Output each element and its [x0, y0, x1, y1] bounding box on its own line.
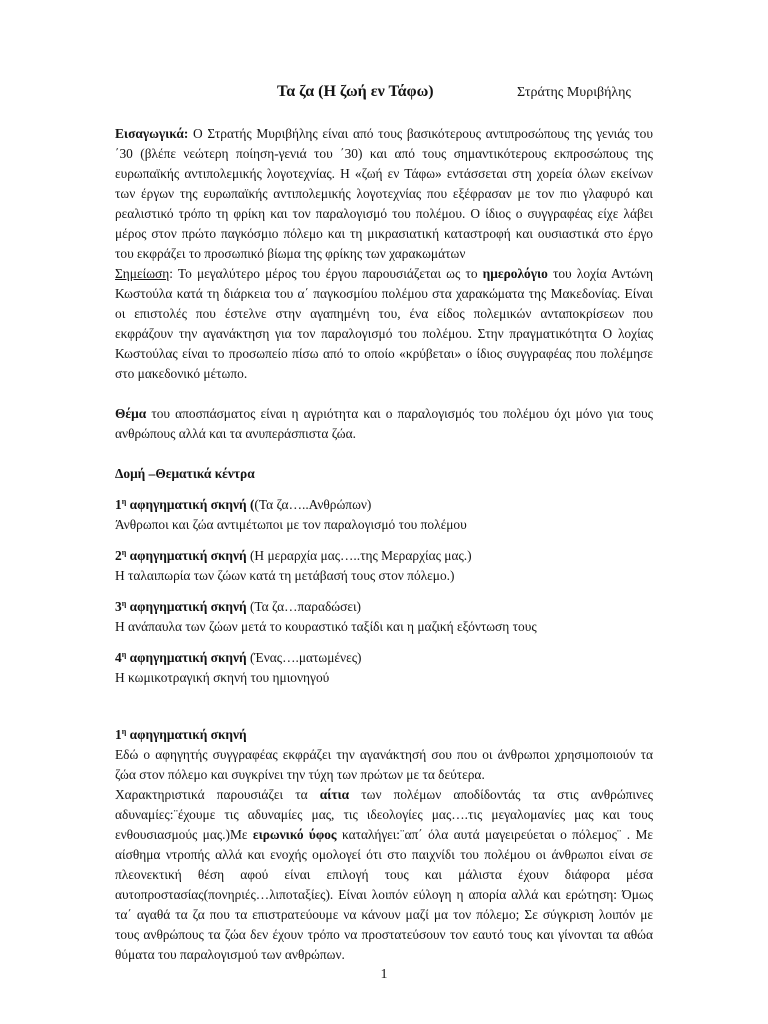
- scene-ordinal: η: [121, 599, 127, 608]
- scene-item: [115, 648, 653, 688]
- author-name: Στράτης Μυριβήλης: [517, 85, 631, 100]
- paragraph-text: καταλήγει:¨απ΄ όλα αυτά μαγειρεύεται ο πόλεμος¨ . Με αίσθημα ντροπής αλλά και ενοχής ομολογεί ότι στο παιχνίδι του πολέμου οι άνθρωποι είναι σε πλεονεκτική θέση αφού είναι επιλογή τους και μάλιστα έχουν διάφορα μέσα αυτοπροστασίας(πονηριές…λιποταξίες). Είναι λοιπόν εύλογη η απορία αλλά και ερώτηση: Όμως τα΄ αγαθά τα ζα που τα επιστρατεύουμε να κάνουν μαζί μα τον πόλεμο; Σε σύγκριση λοιπόν με τους ανθρώπους τα ζώα δεν έχουν τρόπο να προστατεύσουν τον εαυτό τους και γίνονται τα αθώα θύματα του παραλογισμού των ανθρώπων.: [115, 827, 653, 962]
- theme-paragraph: [115, 404, 653, 444]
- spacer: [115, 384, 653, 404]
- scene-label: αφηγηματική σκηνή: [129, 497, 247, 512]
- scene-range: (Η μεραρχία μας…..της Μεραρχίας μας.): [249, 548, 472, 563]
- scene-ordinal: η: [121, 650, 127, 659]
- note-paragraph: [115, 264, 653, 384]
- intro-label: Εισαγωγικά:: [115, 126, 189, 141]
- scene-description: Η ταλαιπωρία των ζώων κατά τη μετάβασή τους στον πόλεμο.): [115, 568, 455, 583]
- document-title: Τα ζα (Η ζωή εν Τάφω): [277, 83, 434, 100]
- note-text-after: του λοχία Αντώνη Κωστούλα κατά τη διάρκεια του α΄ παγκοσμίου πολέμου στα χαρακώματα της Μακεδονίας. Είναι οι επιστολές που έστελνε στην αγαπημένη του, ένα είδος πολεμικών ανταποκρίσεων που εκφράζουν την αγανάκτηση για τον παραλογισμό του πολέμου. Στην πραγματικότητα Ο λοχίας Κωστούλας είναι το προσωπείο πίσω από το οποίο «κρύβεται» ο ίδιος συγγραφέας που πολέμησε στο μακεδονικό μέτωπο.: [115, 266, 653, 381]
- section1-paragraph-2: [115, 785, 653, 965]
- scene-label: αφηγηματική σκηνή: [129, 650, 247, 665]
- title-line: [0, 82, 768, 106]
- intro-paragraph: [115, 124, 653, 264]
- spacer: [115, 444, 653, 464]
- bold-term-causes: αίτια: [319, 787, 350, 802]
- scene-number: 1: [115, 497, 122, 512]
- scene-ordinal: η: [121, 548, 127, 557]
- scene-item: [115, 597, 653, 637]
- note-bold-term: ημερολόγιο: [482, 266, 548, 281]
- spacer: [115, 535, 653, 546]
- spacer: [115, 637, 653, 648]
- scene-item: [115, 495, 653, 535]
- scene-title: [115, 597, 653, 617]
- scene-item: [115, 546, 653, 586]
- section-ordinal: η: [121, 727, 127, 736]
- spacer: [115, 586, 653, 597]
- page-number: 1: [380, 967, 388, 982]
- section1-paragraph-1: Εδώ ο αφηγητής συγγραφέας εκφράζει την αγανάκτησή σου που οι άνθρωποι χρησιμοποιούν τα ζώα στον πόλεμο και συγκρίνει την τύχη των πρώτων με τα δεύτερα.: [115, 747, 653, 782]
- scene-range: (Τα ζα…..Ανθρώπων): [254, 497, 372, 512]
- scene-title: [115, 648, 653, 668]
- scene-label: αφηγηματική σκηνή: [129, 548, 247, 563]
- theme-label: Θέμα: [115, 406, 147, 421]
- spacer: [115, 484, 653, 495]
- intro-text: Ο Στρατής Μυριβήλης είναι από τους βασικότερους αντιπροσώπους της γενιάς του ΄30 (βλέπε νεώτερη ποίηση-γενιά του ΄30) και από τους σημαντικότερους εκπροσώπους της ευρωπαϊκής αντιπολεμικής λογοτεχνίας. Η «ζωή εν Τάφω» εντάσσεται στη χορεία όλων εκείνων των έργων της ευρωπαϊκής αντιπολεμικής λογοτεχνίας που εξέφρασαν με τον πιο γλαφυρό και ρεαλιστικό τρόπο τη φρίκη και τον παραλογισμό του πολέμου. Ο ίδιος ο συγγραφέας είχε λάβει μέρος στον πρώτο παγκόσμιο πόλεμο και τη μικρασιατική καταστροφή και ουσιαστικά στο έργο του εκφράζει το προσωπικό βίωμα της φρίκης των χαρακωμάτων: [115, 126, 653, 261]
- scene-range: (Τα ζα…παραδώσει): [249, 599, 362, 614]
- scene-number: 4: [115, 650, 122, 665]
- note-text-before: : Το μεγαλύτερο μέρος του έργου παρουσιάζεται ως το: [169, 266, 478, 281]
- scene-description: Άνθρωποι και ζώα αντιμέτωποι με τον παραλογισμό του πολέμου: [115, 517, 467, 532]
- scene-description: Η ανάπαυλα των ζώων μετά το κουραστικό ταξίδι και η μαζική εξόντωση τους: [115, 619, 537, 634]
- structure-heading-text: Δομή –Θεματικά κέντρα: [115, 466, 255, 481]
- scene-title: $1^\eta$ αφηγηματική σκηνή ((Τα ζα…..Ανθρώπων): [115, 497, 372, 512]
- paragraph-text: των πολέμων αποδίδοντάς τα στις ανθρώπινες αδυναμίες:¨έχουμε τις αδυναμίες μας, τις ιδεολογίες μας….τις μεγαλομανίες μας και τους ενθουσιασμούς μας.)Με: [115, 787, 653, 842]
- section-heading-text: αφηγηματική σκηνή: [129, 727, 247, 742]
- scene-title: [115, 546, 653, 566]
- theme-text: του αποσπάσματος είναι η αγριότητα και ο παραλογισμός του πολέμου όχι μόνο για τους ανθρώπους αλλά και τα ανυπεράσπιστα ζώα.: [115, 406, 653, 441]
- scene-label: αφηγηματική σκηνή: [129, 599, 247, 614]
- note-label: Σημείωση: [115, 266, 170, 281]
- section-number: 1: [115, 727, 122, 742]
- section1-heading: [115, 725, 653, 745]
- scene-ordinal: η: [121, 497, 127, 506]
- bold-term-ironic-style: ειρωνικό ύφος: [252, 827, 337, 842]
- structure-heading: [115, 464, 653, 484]
- scene-range: (Ένας….ματωμένες): [249, 650, 362, 665]
- scene-number: 3: [115, 599, 122, 614]
- paragraph-text: Χαρακτηριστικά παρουσιάζει τα: [115, 787, 308, 802]
- scene-number: 2: [115, 548, 122, 563]
- scene-description: Η κωμικοτραγική σκηνή του ημιονηγού: [115, 670, 330, 685]
- document-body: [115, 124, 653, 965]
- spacer: [115, 688, 653, 725]
